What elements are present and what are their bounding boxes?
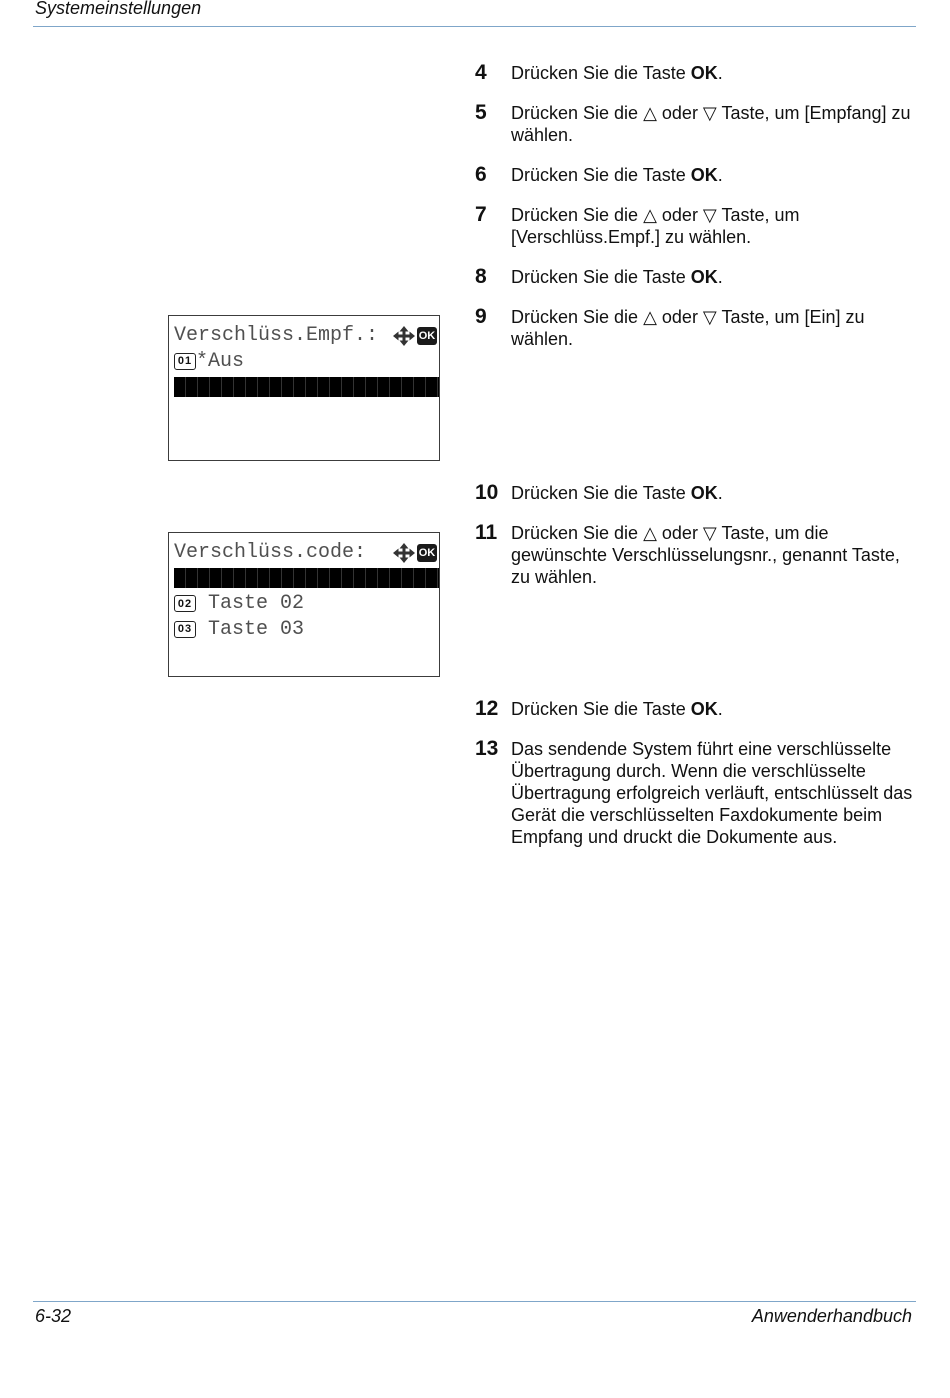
instruction-step [475,738,925,848]
item-label: Taste 03 [208,617,305,641]
lcd-list-item [169,591,439,617]
step-text-line [511,62,723,84]
step-number: 13 [475,737,499,760]
step-text [511,266,723,288]
text-run: Das sendende System führt eine verschlüsselte [511,739,892,759]
instruction-step [475,306,925,350]
text-run: Drücken Sie die Taste [511,165,691,185]
step-text-line [511,698,723,720]
lcd-highlight-row [169,566,439,592]
step-text [511,164,723,186]
lcd-screen [168,532,440,677]
ok-key-icon: OK [417,544,437,562]
ok-key-label: OK [690,63,718,83]
ok-key-label: OK [690,267,718,287]
instruction-step [475,102,925,146]
step-text-line [511,124,911,146]
step-number: 10 [475,481,499,504]
ok-key-label: OK [690,699,718,719]
text-run: Gerät die verschlüsselten Faxdokumente beim [511,805,883,825]
lcd-title: Verschlüss.Empf.: [174,324,379,348]
text-run: . [717,699,723,719]
step-text-line [511,266,723,288]
step-number: 8 [475,265,487,288]
footer-rule [33,1301,916,1302]
lcd-key-hints [393,326,437,346]
text-run: Drücken Sie die Taste [511,267,691,287]
lcd-title-row [169,323,439,349]
step-text-line [511,522,900,544]
text-run: Drücken Sie die Taste [511,699,691,719]
header-rule [33,26,916,27]
step-number: 4 [475,61,487,84]
instruction-step [475,522,925,588]
step-text-line [511,760,912,782]
instruction-step [475,482,925,504]
step-text-line [511,204,799,226]
text-run: Drücken Sie die △ oder ▽ Taste, um die [511,523,829,543]
item-number-badge: 02 [174,595,196,612]
text-run: . [717,165,723,185]
text-run: Empfang und druckt die Dokumente aus. [511,827,838,847]
text-run: Drücken Sie die △ oder ▽ Taste, um [Empfang] zu [511,103,911,123]
step-text-line [511,102,911,124]
text-run: Drücken Sie die Taste [511,63,691,83]
step-text-line [511,544,900,566]
text-run: [Verschlüss.Empf.] zu wählen. [511,227,752,247]
step-text [511,698,723,720]
step-number: 7 [475,203,487,226]
step-number: 6 [475,163,487,186]
text-run: Übertragung durch. Wenn die verschlüsselte [511,761,866,781]
lcd-list-item [169,617,439,643]
item-number-badge: 03 [174,621,196,638]
step-text-line [511,826,912,848]
instruction-step [475,62,925,84]
step-text-line [511,226,799,248]
step-text-line [511,566,900,588]
text-run: wählen. [511,329,574,349]
step-text-line [511,482,723,504]
text-run: Drücken Sie die △ oder ▽ Taste, um [Ein] zu [511,307,865,327]
step-text [511,62,723,84]
lcd-title: Verschlüss.code: [174,541,367,565]
text-run: . [717,267,723,287]
instruction-step [475,164,925,186]
step-number: 12 [475,697,499,720]
step-text-line [511,164,723,186]
ok-key-label: OK [690,165,718,185]
text-run: wählen. [511,125,574,145]
step-number: 11 [475,521,498,544]
text-run: Drücken Sie die △ oder ▽ Taste, um [511,205,800,225]
step-text [511,102,911,146]
running-header: Systemeinstellungen [35,0,202,18]
step-text-line [511,738,912,760]
step-text-line [511,306,865,328]
instruction-step [475,204,925,248]
text-run: . [717,63,723,83]
lcd-screen [168,315,440,461]
item-number-badge: 01 [174,353,196,370]
step-text [511,306,865,350]
lcd-list-item [169,349,439,375]
item-label: Aus [208,349,245,373]
step-number: 9 [475,305,487,328]
footer-manual-title: Anwenderhandbuch [751,1306,912,1326]
lcd-highlight-bar [174,568,439,588]
text-run: Übertragung erfolgreich verläuft, entschlüsselt das [511,783,913,803]
step-text-line [511,328,865,350]
instruction-step [475,698,925,720]
step-text [511,204,799,248]
text-run: zu wählen. [511,567,598,587]
ok-key-label: OK [690,483,718,503]
text-run: Drücken Sie die Taste [511,483,691,503]
instruction-step [475,266,925,288]
four-way-arrow-icon [393,326,415,346]
text-run: gewünschte Verschlüsselungsnr., genannt Taste, [511,545,900,565]
step-text [511,522,900,588]
step-text [511,482,723,504]
four-way-arrow-icon [393,543,415,563]
ok-key-icon: OK [417,327,437,345]
step-text-line [511,804,912,826]
lcd-title-row [169,540,439,566]
step-number: 5 [475,101,487,124]
selection-marker: * [196,349,209,373]
item-label: Taste 02 [208,592,305,616]
step-text [511,738,912,848]
step-text-line [511,782,912,804]
lcd-highlight-row [169,374,439,400]
lcd-key-hints [393,543,437,563]
page-number: 6-32 [35,1306,72,1326]
text-run: . [717,483,723,503]
lcd-highlight-bar [174,377,439,397]
steps-list [475,62,925,848]
